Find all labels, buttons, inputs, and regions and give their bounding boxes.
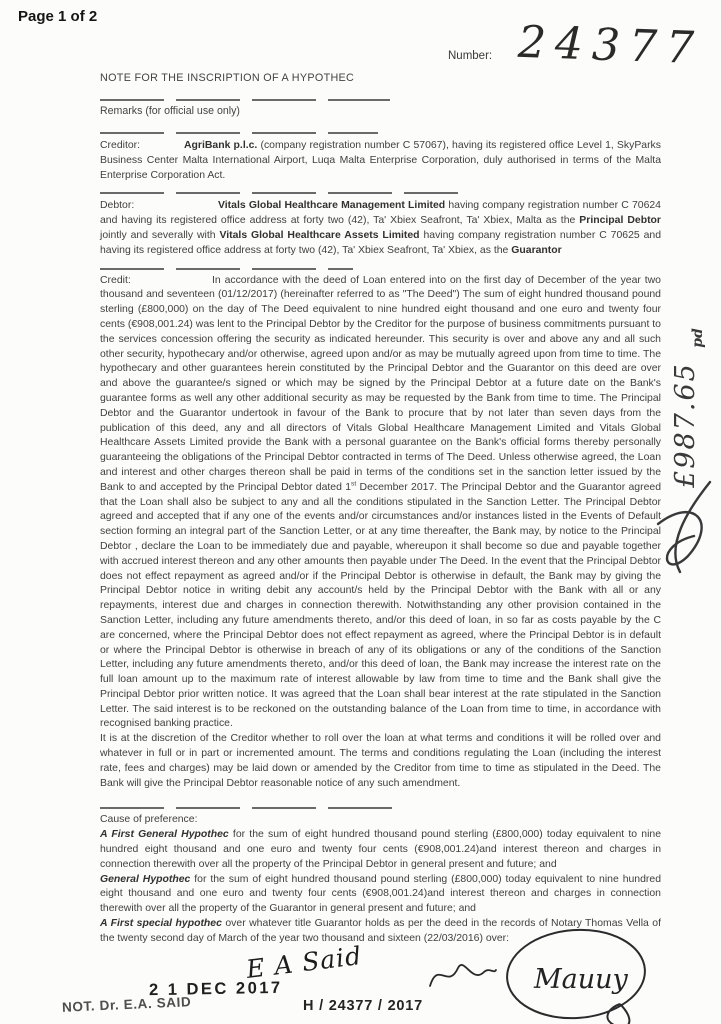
credit-paragraph-1 [100, 274, 661, 733]
notary-name-stamp: NOT. Dr. E.A. SAID [61, 994, 192, 1015]
circled-signature-text: Mauuy [534, 964, 628, 995]
cause-item-first-special-hypothec: A First special hypothec over whatever title Guarantor holds as per the deed in the records of Notary Thomas Vella of the twenty second day of March of the year two thousand and sixteen (22/03/2016) over: [100, 918, 662, 944]
document-body [100, 70, 661, 947]
debtor-text: Vitals Global Healthcare Management Limited having company registration number C 70624 and having its registered office address at forty two (42), Ta' Xbiex Seafront, Ta' Xbiex, Malta as the Principal Debtor jointly and severally with Vitals Global Healthcare Assets Limited having company registration number C 70625 and having its registered office address at forty two (42), Ta' Xbiex Seafront, Ta' Xbiex, as the Guarantor [100, 200, 661, 256]
handwritten-amount-note: £987.65 [670, 362, 701, 488]
divider-line [100, 192, 458, 194]
number-label: Number: [448, 50, 493, 62]
divider-line [100, 807, 400, 809]
creditor-label: Creditor: [100, 140, 141, 151]
credit-label: Credit: [100, 274, 131, 286]
cause-of-preference-heading: Cause of preference: [100, 814, 198, 826]
handwritten-paid-note: pd [689, 328, 706, 348]
reference-number-stamp: H / 24377 / 2017 [303, 998, 424, 1014]
circled-signature [500, 926, 660, 1024]
divider-line [100, 268, 353, 270]
credit-paragraph-2: It is at the discretion of the Creditor whether to roll over the loan at what terms and conditions it will be rolled over and whatever in full or in part or incremented amount. The terms and conditions regulating the Loan (including the interest rate, fees and charges) may be laid down or amended by the Creditor from time to time as stipulated in the Deed. The Bank will give the Principal Debtor reasonable notice of any such amendment. [100, 733, 661, 789]
date-stamp: 2 1 DEC 2017 [148, 978, 283, 1000]
cause-item-first-general-hypothec: A First General Hypothec for the sum of eight hundred thousand pound sterling (£800,000) today equivalent to nine hundred eight thousand and one euro and twenty four cents (€908,001.24)and interest thereon and charges in connection therewith over all the property of the Principal Debtor in general present and future; and [100, 829, 661, 870]
creditor-paragraph [100, 139, 661, 183]
handwritten-initials-scribble [650, 478, 721, 578]
signature-flourish-scribble [428, 962, 498, 996]
page-indicator: Page 1 of 2 [18, 8, 98, 25]
divider-line [100, 132, 378, 134]
handwritten-number: 24377 [517, 16, 704, 75]
notary-signature: E A Said [244, 941, 364, 984]
debtor-label: Debtor: [100, 200, 135, 212]
remarks-label: Remarks (for official use only) [100, 105, 240, 117]
cause-item-general-hypothec: General Hypothec for the sum of eight hundred thousand pound sterling (£800,000) today equivalent to nine hundred eight thousand and one euro and twenty four cents (€908,001.24)and interest thereon and charges in connection therewith over all the property of the Guarantor in general present and future; and [100, 873, 662, 915]
debtor-paragraph [100, 199, 661, 258]
credit-text: In accordance with the deed of Loan entered into on the first day of December of the year two thousand and seventeen (01/12/2017) (hereinafter referred to as "The Deed") The sum of eight hundred thousand pound sterling (£800,000) on the day of The Deed equivalent to nine hundred eight thousand and one euro and twenty four cents (€908,001.24) was lent to the Principal Debtor by the Creditor for the purpose of business commitments pursuant to the services concession offering the security as indicated hereunder. This security is over and above any and all such other security, hypothecary and/or otherwise, agreed upon and/or as may be mutually agreed upon from time to time. The hypothecary and other guarantees herein constituted by the Principal Debtor and the Guarantor on this deed are over and above the guarantee/s signed or which may be signed by the Principal Debtor at a future date on the Bank's guarantee forms as well any other additional security as may be requested by the Bank from time to time. The Principal Debtor and the Guarantor undertook in favour of the Bank to procure that by not later than seven days from the publication of this deed, any and all directors of Vitals Global Healthcare Management Limited and Vitals Global Healthcare Assets Limited provide the Bank with a personal guarantee on the Bank's official forms thereby personally guaranteeing the obligations of the Principal Debtor contracted in terms of The Deed. Unless otherwise agreed, the Loan and interest and other charges thereon shall be paid in terms of the conditions set in the sanction letter issued by the Bank to and accepted by the Principal Debtor dated 1st December 2017. The Principal Debtor and the Guarantor agreed that the Loan shall also be subject to any and all the conditions stipulated in the Sanction Letter. The Principal Debtor agreed and accepted that if any one of the events and/or circumstances and/or instances listed in the Events of Default section forming an integral part of the Sanction Letter, or at any time thereafter, the Bank may, by notice to the Principal Debtor , declare the Loan to be immediately due and payable, whereupon it shall become so due and payable together with accrued interest thereon and any other amounts then payable under The Deed. In the event that the Principal Debtor does not effect repayment as agreed and/or if the Principal Debtor is otherwise in default, the Bank may by giving the Principal Debtor notice in writing debit any account/s held by the Principal Debtor with the Bank with all or any repayments, interest due and charges in connection therewith. Notwithstanding any other provision contained in the Sanction Letter, including any future amendments thereto, and/or this deed of loan, in so far as costs payable by the C are concerned, where the Principal Debtor does not effect repayment as agreed, where the Principal Debtor is in default or where the Principal Debtor is otherwise in breach of any of its obligations or any of the conditions of the Sanction Letter, including any future amendments thereto, and/or this deed of loan, the Bank may increase the interest rate on the full loan amount up to the maximum rate of interest allowable by law from time to time and the Bank shall give the Principal Debtor prior written notice. It was agreed that the Loan shall bear interest at the rate stipulated in the Sanction Letter. The said interest is to be reckoned on the outstanding balance of the Loan from time to time, in accordance with recognised banking practice. [100, 274, 662, 730]
creditor-text: AgriBank p.l.c. (company registration number C 57067), having its registered office Level 1, SkyParks Business Center Malta International Airport, Luqa Malta Enterprise Corporation, duly authorised in terms of the Malta Enterprise Corporation Act. [100, 140, 661, 181]
divider-line [100, 99, 390, 101]
document-title: NOTE FOR THE INSCRIPTION OF A HYPOTHEC [100, 72, 355, 84]
